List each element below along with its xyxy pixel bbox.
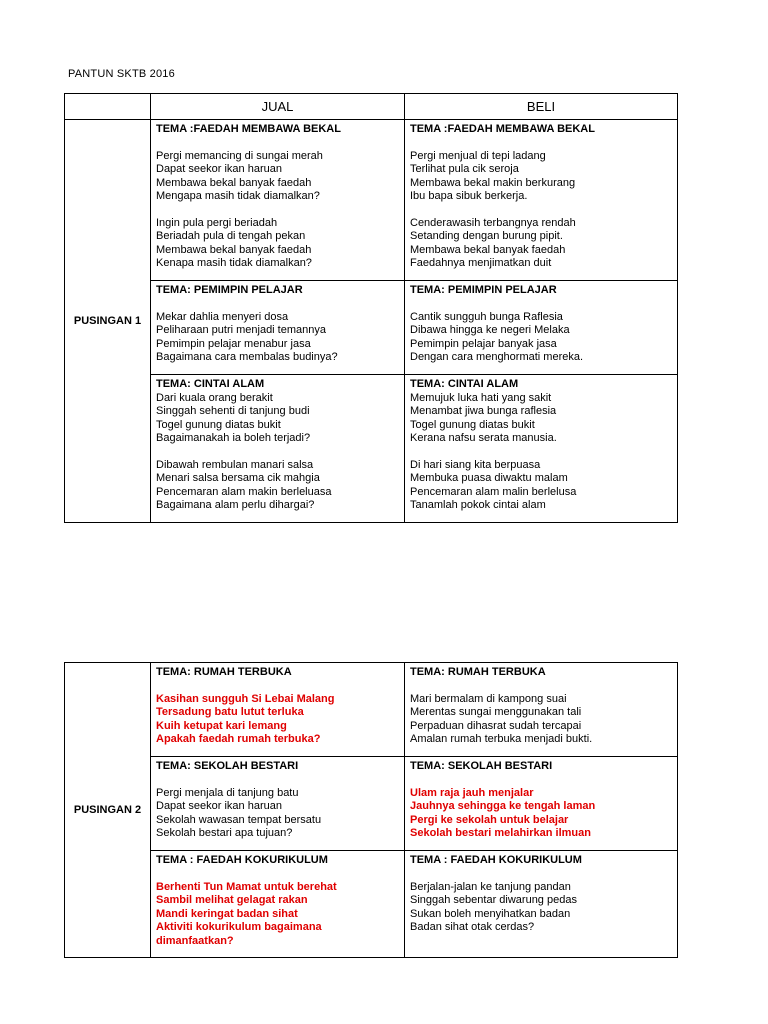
pantun-line: Pemimpin pelajar menabur jasa — [156, 337, 311, 350]
pantun-stanza — [410, 459, 672, 513]
pantun-stanza — [156, 217, 399, 271]
pantun-stanza — [410, 881, 672, 935]
tema-heading: TEMA : FAEDAH KOKURIKULUM — [410, 854, 582, 866]
pantun-line: Aktiviti kokurikulum bagaimana — [156, 921, 322, 933]
tema-heading: TEMA: PEMIMPIN PELAJAR — [410, 284, 557, 296]
pantun-line: Dibawah rembulan manari salsa — [156, 458, 314, 471]
pantun-line: Sukan boleh menyihatkan badan — [410, 907, 571, 920]
pantun-line: Pemimpin pelajar banyak jasa — [410, 337, 557, 350]
pantun-line: Badan sihat otak cerdas? — [410, 921, 535, 933]
pantun-cell-jual — [151, 663, 405, 757]
pantun-line: Menari salsa bersama cik mahgia — [156, 472, 320, 484]
pantun-line: Sekolah wawasan tempat bersatu — [156, 813, 322, 826]
pantun-line: Mari bermalam di kampong suai — [410, 692, 567, 705]
pantun-row — [65, 757, 678, 851]
pantun-line: Mandi keringat badan sihat — [156, 907, 298, 920]
pantun-line: Kerana nafsu serata manusia. — [410, 432, 557, 444]
pantun-line: Kenapa masih tidak diamalkan? — [156, 257, 312, 269]
pantun-cell-beli — [405, 375, 678, 523]
pantun-row — [65, 851, 678, 958]
pantun-line: Apakah faedah rumah terbuka? — [156, 733, 321, 745]
pantun-line: Beriadah pula di tengah pekan — [156, 230, 306, 242]
pantun-cell-jual — [151, 281, 405, 375]
pantun-line: Tanamlah pokok cintai alam — [410, 499, 546, 511]
header-beli: BELI — [405, 94, 678, 120]
pantun-stanza — [156, 459, 399, 513]
pantun-row — [65, 120, 678, 281]
pantun-line: Mekar dahlia menyeri dosa — [156, 310, 289, 323]
pantun-line: Sekolah bestari apa tujuan? — [156, 827, 293, 839]
pantun-line: Tersadung batu lutut terluka — [156, 706, 304, 718]
pantun-line: Kuih ketupat kari lemang — [156, 719, 287, 732]
pantun-line: Pencemaran alam makin berleluasa — [156, 485, 332, 498]
pantun-stanza — [410, 311, 672, 365]
pantun-line: Bagaimana cara membalas budinya? — [156, 351, 338, 363]
round-label: PUSINGAN 2 — [65, 663, 151, 958]
pantun-row — [65, 663, 678, 757]
pantun-line: Pencemaran alam malin berlelusa — [410, 485, 577, 498]
pantun-line: Cenderawasih terbangnya rendah — [410, 216, 576, 229]
pantun-line: Faedahnya menjimatkan duit — [410, 257, 552, 269]
pantun-line: Ingin pula pergi beriadah — [156, 216, 278, 229]
pantun-stanza — [156, 150, 399, 204]
tema-heading: TEMA : FAEDAH KOKURIKULUM — [156, 854, 328, 866]
pantun-line: Perpaduan dihasrat sudah tercapai — [410, 719, 582, 732]
table-header-row — [65, 94, 678, 120]
pantun-line: Kasihan sungguh Si Lebai Malang — [156, 692, 335, 705]
pantun-line: Pergi memancing di sungai merah — [156, 149, 323, 162]
pantun-line: Pergi menjual di tepi ladang — [410, 149, 546, 162]
pantun-line: Membawa bekal makin berkurang — [410, 176, 576, 189]
pantun-line: Membuka puasa diwaktu malam — [410, 472, 568, 484]
pantun-table-round-1 — [64, 93, 678, 523]
pantun-stanza — [156, 392, 399, 446]
pantun-stanza — [156, 881, 399, 949]
pantun-row — [65, 281, 678, 375]
pantun-cell-jual — [151, 375, 405, 523]
tema-heading: TEMA: CINTAI ALAM — [156, 378, 265, 390]
pantun-line: dimanfaatkan? — [156, 934, 234, 947]
pantun-line: Cantik sungguh bunga Raflesia — [410, 310, 563, 323]
header-jual: JUAL — [151, 94, 405, 120]
pantun-line: Membawa bekal banyak faedah — [156, 176, 312, 189]
pantun-table-round-2 — [64, 662, 678, 958]
pantun-line: Bagaimana alam perlu dihargai? — [156, 499, 315, 511]
pantun-line: Togel gunung diatas bukit — [410, 418, 535, 431]
pantun-line: Peliharaan putri menjadi temannya — [156, 324, 326, 336]
pantun-row — [65, 375, 678, 523]
pantun-cell-jual — [151, 757, 405, 851]
tema-heading: TEMA: SEKOLAH BESTARI — [410, 760, 553, 772]
pantun-cell-beli — [405, 281, 678, 375]
pantun-line: Setanding dengan burung pipit. — [410, 230, 563, 242]
pantun-stanza — [410, 217, 672, 271]
pantun-line: Ulam raja jauh menjalar — [410, 786, 534, 799]
pantun-stanza — [410, 693, 672, 747]
pantun-cell-beli — [405, 851, 678, 958]
pantun-line: Dari kuala orang berakit — [156, 391, 273, 404]
pantun-line: Ibu bapa sibuk berkerja. — [410, 190, 528, 202]
pantun-line: Berjalan-jalan ke tanjung pandan — [410, 880, 571, 893]
pantun-line: Terlihat pula cik seroja — [410, 163, 519, 175]
header-empty-cell — [65, 94, 151, 120]
pantun-stanza — [410, 392, 672, 446]
pantun-cell-beli — [405, 120, 678, 281]
tema-heading: TEMA: CINTAI ALAM — [410, 378, 519, 390]
pantun-line: Merentas sungai menggunakan tali — [410, 706, 582, 718]
pantun-cell-beli — [405, 663, 678, 757]
tema-heading: TEMA: RUMAH TERBUKA — [156, 666, 292, 678]
tema-heading: TEMA: RUMAH TERBUKA — [410, 666, 546, 678]
pantun-cell-jual — [151, 851, 405, 958]
pantun-line: Dibawa hingga ke negeri Melaka — [410, 324, 570, 336]
pantun-line: Di hari siang kita berpuasa — [410, 458, 541, 471]
pantun-line: Pergi menjala di tanjung batu — [156, 786, 299, 799]
pantun-line: Singgah sehenti di tanjung budi — [156, 405, 310, 417]
tema-heading: TEMA: PEMIMPIN PELAJAR — [156, 284, 303, 296]
pantun-line: Singgah sebentar diwarung pedas — [410, 894, 577, 906]
pantun-stanza — [156, 311, 399, 365]
pantun-cell-jual — [151, 120, 405, 281]
pantun-line: Berhenti Tun Mamat untuk berehat — [156, 880, 337, 893]
pantun-line: Membawa bekal banyak faedah — [410, 243, 566, 256]
pantun-line: Sekolah bestari melahirkan ilmuan — [410, 827, 591, 839]
tema-heading: TEMA :FAEDAH MEMBAWA BEKAL — [410, 123, 595, 135]
pantun-line: Dengan cara menghormati mereka. — [410, 351, 584, 363]
pantun-line: Dapat seekor ikan haruan — [156, 163, 282, 175]
pantun-line: Mengapa masih tidak diamalkan? — [156, 190, 320, 202]
tema-heading: TEMA :FAEDAH MEMBAWA BEKAL — [156, 123, 341, 135]
tema-heading: TEMA: SEKOLAH BESTARI — [156, 760, 299, 772]
pantun-stanza — [410, 150, 672, 204]
pantun-line: Amalan rumah terbuka menjadi bukti. — [410, 733, 593, 745]
pantun-stanza — [156, 787, 399, 841]
pantun-line: Sambil melihat gelagat rakan — [156, 894, 308, 906]
pantun-line: Pergi ke sekolah untuk belajar — [410, 813, 569, 826]
pantun-line: Dapat seekor ikan haruan — [156, 800, 282, 812]
pantun-stanza — [156, 693, 399, 747]
pantun-line: Memujuk luka hati yang sakit — [410, 391, 552, 404]
pantun-line: Jauhnya sehingga ke tengah laman — [410, 800, 596, 812]
pantun-line: Membawa bekal banyak faedah — [156, 243, 312, 256]
pantun-cell-beli — [405, 757, 678, 851]
pantun-stanza — [410, 787, 672, 841]
pantun-line: Togel gunung diatas bukit — [156, 418, 281, 431]
pantun-line: Bagaimanakah ia boleh terjadi? — [156, 432, 311, 444]
document-title: PANTUN SKTB 2016 — [68, 68, 175, 80]
round-label: PUSINGAN 1 — [65, 120, 151, 523]
pantun-line: Menambat jiwa bunga raflesia — [410, 405, 557, 417]
